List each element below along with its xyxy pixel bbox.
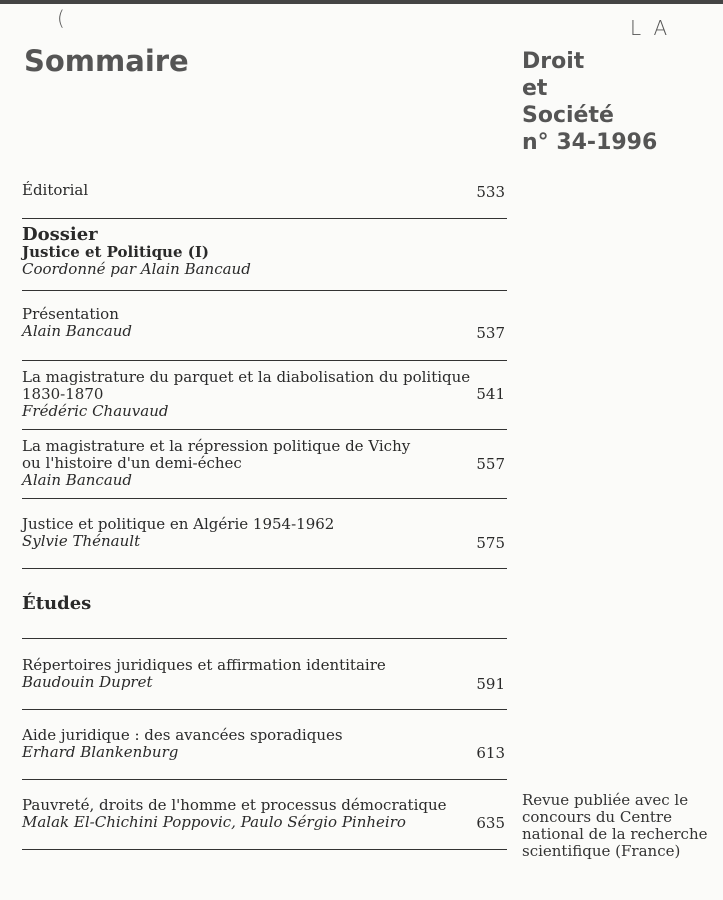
journal-title-block <box>522 48 657 156</box>
journal-line: et <box>522 76 548 101</box>
page-top-edge <box>0 0 723 4</box>
handwritten-mark-right: L A <box>630 16 671 40</box>
entry-author: Frédéric Chauvaud <box>22 402 169 420</box>
toc-entry[interactable] <box>22 369 507 420</box>
journal-line: Société <box>522 103 614 128</box>
divider <box>22 360 507 361</box>
handwritten-mark-left: ( <box>57 6 65 30</box>
journal-line: Droit <box>522 49 585 74</box>
divider <box>22 779 507 780</box>
entry-title: Aide juridique : des avancées sporadiques <box>22 726 343 744</box>
note-line: Revue publiée avec le <box>522 791 689 809</box>
note-line: national de la recherche <box>522 825 708 843</box>
dossier-subtitle-block <box>22 244 251 278</box>
dossier-coordinator: Coordonné par Alain Bancaud <box>22 260 251 278</box>
entry-title: Justice et politique en Algérie 1954-1962 <box>22 515 335 533</box>
divider <box>22 638 507 639</box>
entry-page: 575 <box>476 534 505 552</box>
entry-author: Malak El-Chichini Poppovic, Paulo Sérgio Pinheiro <box>22 813 406 831</box>
entry-page: 613 <box>476 744 505 762</box>
entry-author: Baudouin Dupret <box>22 673 153 691</box>
entry-title: Présentation <box>22 305 119 323</box>
publication-note <box>522 792 712 860</box>
divider <box>22 290 507 291</box>
entry-page: 591 <box>476 675 505 693</box>
entry-page: 537 <box>476 324 505 342</box>
entry-page: 635 <box>476 814 505 832</box>
section-heading-dossier: Dossier <box>22 224 98 245</box>
section-heading-etudes: Études <box>22 593 92 614</box>
entry-title: Pauvreté, droits de l'homme et processus démocratique <box>22 796 447 814</box>
entry-author: Erhard Blankenburg <box>22 743 179 761</box>
divider <box>22 218 507 219</box>
toc-entry[interactable] <box>22 438 507 489</box>
journal-issue: n° 34-1996 <box>522 130 658 155</box>
toc-entry-editorial[interactable] <box>22 182 507 199</box>
divider <box>22 709 507 710</box>
entry-title: Répertoires juridiques et affirmation identitaire <box>22 656 386 674</box>
note-line: scientifique (France) <box>522 842 681 860</box>
toc-entry[interactable] <box>22 306 507 340</box>
entry-author: Alain Bancaud <box>22 471 133 489</box>
entry-title: La magistrature et la répression politique de Vichy <box>22 437 411 455</box>
entry-page: 533 <box>476 183 505 201</box>
note-line: concours du Centre <box>522 808 672 826</box>
divider <box>22 498 507 499</box>
entry-author: Alain Bancaud <box>22 322 133 340</box>
toc-entry[interactable] <box>22 727 507 761</box>
entry-page: 541 <box>476 385 505 403</box>
entry-page: 557 <box>476 455 505 473</box>
dossier-subtitle: Justice et Politique (I) <box>22 243 209 261</box>
divider <box>22 849 507 850</box>
entry-author: Sylvie Thénault <box>22 532 141 550</box>
page-title: Sommaire <box>24 44 189 78</box>
entry-title: Éditorial <box>22 181 89 199</box>
divider <box>22 429 507 430</box>
entry-title: La magistrature du parquet et la diabolisation du politique <box>22 368 471 386</box>
entry-title-cont: 1830-1870 <box>22 385 104 403</box>
entry-title-cont: ou l'histoire d'un demi-échec <box>22 454 242 472</box>
divider <box>22 568 507 569</box>
toc-entry[interactable] <box>22 797 507 831</box>
toc-entry[interactable] <box>22 516 507 550</box>
toc-entry[interactable] <box>22 657 507 691</box>
